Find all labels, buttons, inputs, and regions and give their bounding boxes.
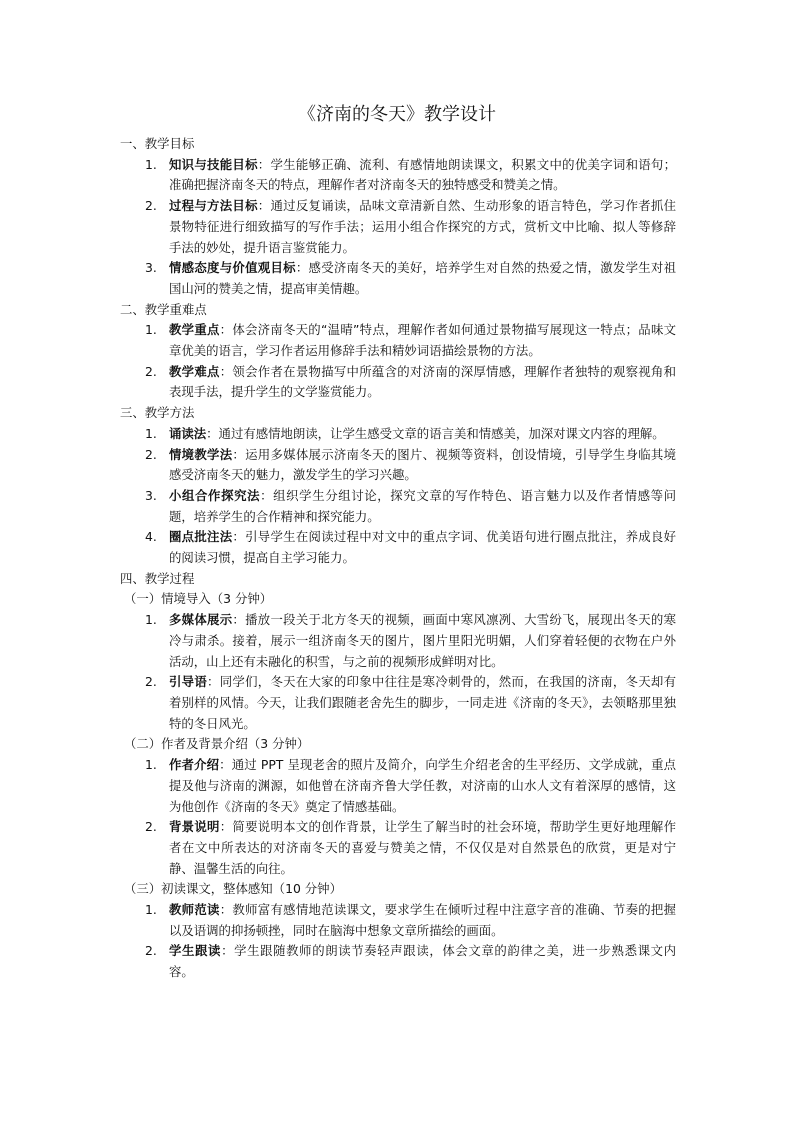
item-text: ：感受济南冬天的美好，培养学生对自然的热爱之情，激发学生对祖国山河的赞美之情，提高审美情趣。 (169, 260, 677, 296)
list-item (120, 486, 680, 527)
item-text: ：体会济南冬天的“温晴”特点，理解作者如何通过景物描写展现这一特点；品味文章优美的语言，学习作者运用修辞手法和精妙词语描绘景物的方法。 (169, 322, 676, 359)
list-number: 4. (145, 529, 157, 545)
item-text: ：通过有感情地朗读，让学生感受文章的语言美和情感美，加深对课文内容的理解。 (206, 425, 665, 441)
item-text: ：通过 PPT 呈现老舍的照片及简介，向学生介绍老舍的生平经历、文学成就，重点提及他与济南的渊源，如他曾在济南齐鲁大学任教，对济南的山水人文有着深厚的感情，这为他创作《济南的冬天》奠定了情感基础。 (169, 757, 677, 814)
list-item (120, 527, 680, 568)
list-number: 2. (145, 446, 157, 462)
list-number: 2. (145, 819, 157, 835)
subsection-heading: （三）初读课文，整体感知（10 分钟） (124, 881, 342, 897)
item-term: 教学难点 (169, 363, 220, 379)
list-item (120, 672, 680, 734)
item-text: ：运用多媒体展示济南冬天的图片、视频等资料，创设情境，引导学生身临其境感受济南冬天的魅力，激发学生的学习兴趣。 (169, 446, 677, 483)
item-term: 知识与技能目标 (169, 156, 258, 172)
list-number: 1. (145, 322, 157, 338)
item-text: ：学生能够正确、流利、有感情地朗读课文，积累文中的优美字词和语句；准确把握济南冬天的特点，理解作者对济南冬天的独特感受和赞美之情。 (169, 156, 677, 193)
list-item (120, 155, 680, 196)
list-item (120, 900, 680, 941)
document-body (120, 134, 680, 983)
item-term: 情感态度与价值观目标 (169, 260, 296, 276)
section-heading: 三、教学方法 (120, 405, 195, 421)
list-number: 2. (145, 198, 157, 214)
list-number: 2. (145, 363, 157, 379)
item-text: ：同学们，冬天在大家的印象中往往是寒冷刺骨的，然而，在我国的济南，冬天却有着别样的风情。今天，让我们跟随老舍先生的脚步，一同走进《济南的冬天》，去领略那里独特的冬日风光。 (169, 674, 676, 731)
list-item (120, 755, 680, 817)
item-text: ：引导学生在阅读过程中对文中的重点字词、优美语句进行圈点批注，养成良好的阅读习惯，提高自主学习能力。 (169, 529, 677, 566)
item-term: 学生跟读 (169, 943, 222, 959)
list-number: 2. (145, 943, 157, 959)
subsection-heading: （二）作者及背景介绍（3 分钟） (124, 736, 310, 752)
list-number: 1. (145, 612, 157, 628)
list-item (120, 258, 680, 299)
list-number: 2. (145, 674, 157, 690)
item-term: 诵读法 (169, 425, 207, 441)
item-term: 过程与方法目标 (169, 198, 258, 214)
item-term: 教师范读 (169, 902, 220, 918)
item-text: ：领会作者在景物描写中所蕴含的对济南的深厚情感，理解作者独特的观察视角和表现手法，提升学生的文学鉴赏能力。 (169, 363, 677, 400)
list-item (120, 941, 680, 982)
list-item (120, 817, 680, 879)
item-text: ：通过反复诵读，品味文章清新自然、生动形象的语言特色，学习作者抓住景物特征进行细致描写的写作手法；运用小组合作探究的方式，赏析文中比喻、拟人等修辞手法的妙处，提升语言鉴赏能力。 (169, 198, 677, 255)
item-term: 教学重点 (169, 322, 220, 338)
list-number: 1. (145, 156, 157, 172)
section-heading: 二、教学重难点 (120, 301, 207, 317)
item-term: 作者介绍 (169, 757, 220, 773)
list-item (120, 196, 680, 258)
item-term: 小组合作探究法 (169, 487, 261, 503)
item-text: ：教师富有感情地范读课文，要求学生在倾听过程中注意字音的准确、节奏的把握以及语调的抑扬顿挫，同时在脑海中想象文章所描绘的画面。 (169, 902, 677, 938)
section-heading: 一、教学目标 (120, 136, 195, 151)
item-text: ：播放一段关于北方冬天的视频，画面中寒风凛冽、大雪纷飞，展现出冬天的寒冷与肃杀。接着，展示一组济南冬天的图片，图片里阳光明媚，人们穿着轻便的衣物在户外活动，山上还有未融化的积雪，与之前的视频形成鲜明对比。 (169, 612, 677, 669)
section-heading: 四、教学过程 (120, 570, 195, 586)
item-term: 圈点批注法 (169, 529, 233, 545)
item-term: 多媒体展示 (169, 612, 233, 628)
list-item (120, 445, 680, 486)
list-number: 3. (145, 487, 157, 503)
item-term: 背景说明 (169, 819, 220, 835)
subsection-heading: （一）情境导入（3 分钟） (124, 591, 273, 607)
item-term: 情境教学法 (169, 446, 233, 462)
list-number: 3. (145, 260, 157, 276)
item-text: ：学生跟随教师的朗读节奏轻声跟读，体会文章的韵律之美，进一步熟悉课文内容。 (169, 943, 677, 980)
list-item (120, 424, 680, 445)
list-number: 1. (145, 902, 157, 918)
item-text: ：组织学生分组讨论，探究文章的写作特色、语言魅力以及作者情感等问题，培养学生的合作精神和探究能力。 (169, 487, 677, 524)
list-item (120, 610, 680, 672)
item-text: ：简要说明本文的创作背景，让学生了解当时的社会环境，帮助学生更好地理解作者在文中所表达的对济南冬天的喜爱与赞美之情，不仅仅是对自然景色的欣赏，更是对宁静、温馨生活的向往。 (169, 819, 677, 876)
list-number: 1. (145, 757, 157, 773)
list-item (120, 320, 680, 361)
document-title: 《济南的冬天》教学设计 (298, 104, 496, 125)
item-term: 引导语 (169, 674, 208, 690)
list-item (120, 362, 680, 403)
list-number: 1. (145, 425, 157, 441)
